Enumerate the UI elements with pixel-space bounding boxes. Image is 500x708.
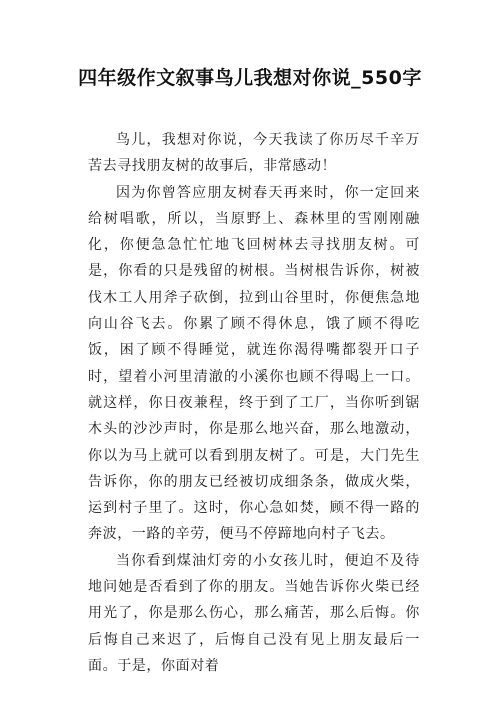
- paragraph: 当你看到煤油灯旁的小女孩儿时，便迫不及待地问她是否看到了你的朋友。当她告诉你火柴已经用光了，你是那么伤心，那么痛苦，那么后悔。你后悔自己来迟了，后悔自己没有见上朋友最后一面。于是，你面对着: [88, 552, 420, 674]
- document-title: 四年级作文叙事鸟儿我想对你说_550字: [78, 67, 422, 89]
- paragraph: 鸟儿，我想对你说，今天我读了你历尽千辛万苦去寻找朋友树的故事后，非常感动！: [88, 132, 420, 175]
- document-body: [88, 127, 420, 679]
- paragraph: 因为你曾答应朋友树春天再来时，你一定回来给树唱歌，所以，当原野上、森林里的雪刚刚融化，你便急急忙忙地飞回树林去寻找朋友树。可是，你看的只是残留的树根。当树根告诉你，树被伐木工人用斧子砍倒，拉到山谷里时，你便焦急地向山谷飞去。你累了顾不得休息，饿了顾不得吃饭，困了顾不得睡觉，就连你渴得嘴都裂开口子时，望着小河里清澈的小溪你也顾不得喝上一口。就这样，你日夜兼程，终于到了工厂，当你听到锯木头的沙沙声时，你是那么地兴奋，那么地激动，你以为马上就可以看到朋友树了。可是，大门先生告诉你，你的朋友已经被切成细条条，做成火柴，运到村子里了。这时，你心急如焚，顾不得一路的奔波，一路的辛劳，便马不停蹄地向村子飞去。: [88, 184, 420, 543]
